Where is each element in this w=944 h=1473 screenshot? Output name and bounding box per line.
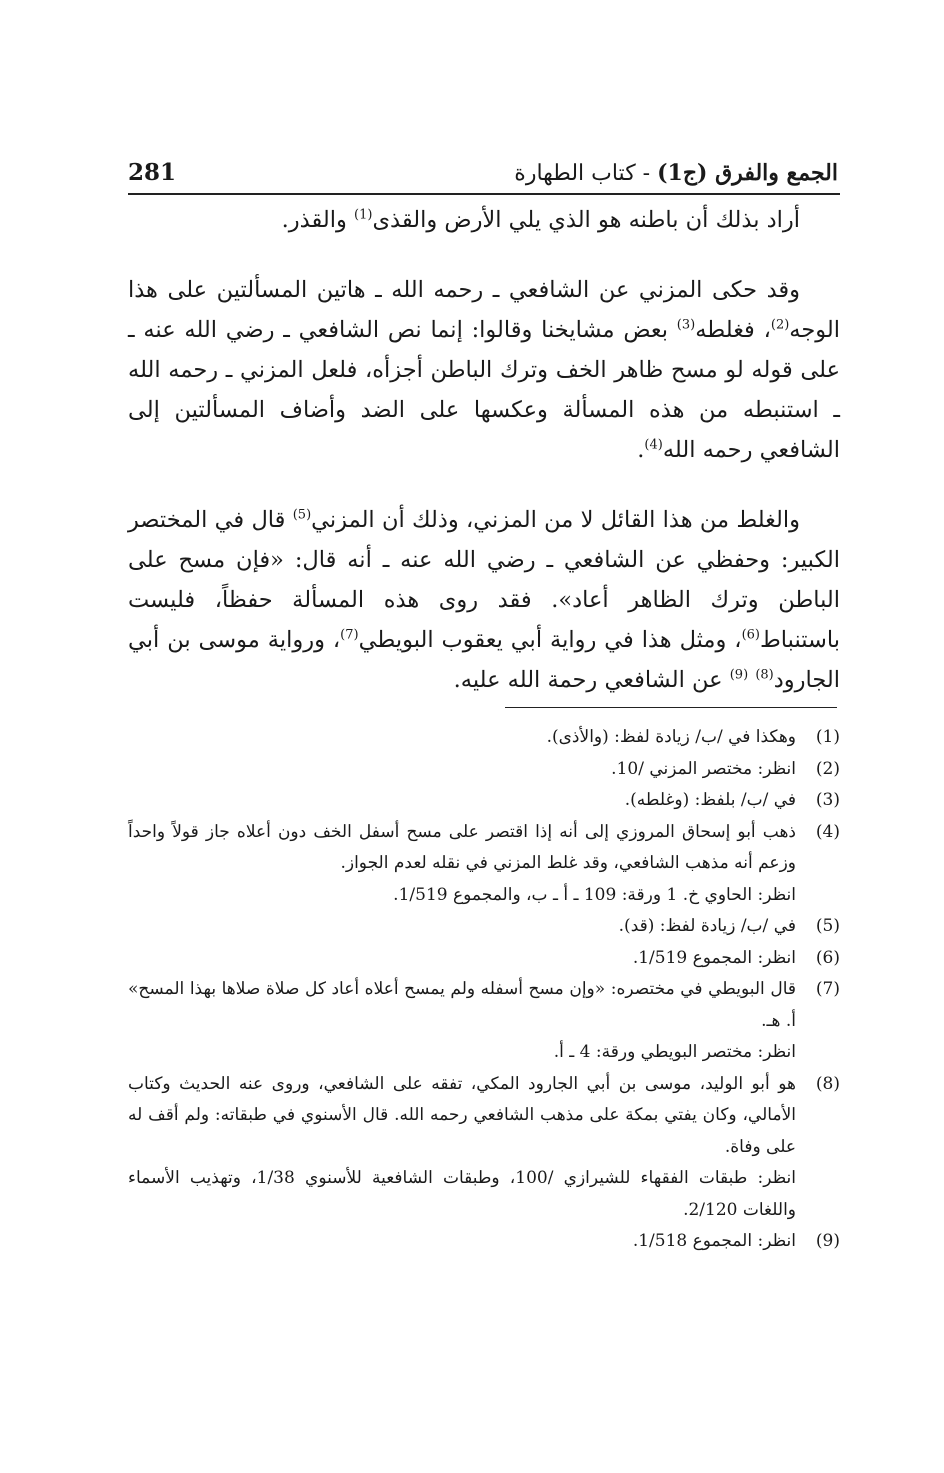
footnote-text [128, 911, 796, 943]
text-run: والقذر. [281, 207, 354, 233]
footnote-ref-9: (9) [729, 667, 749, 683]
footnote-separator [505, 707, 837, 708]
text-run: ، ومثل هذا في رواية أبي يعقوب البويطي [358, 627, 742, 653]
footnote-line: انظر: الحاوي خ. 1 ورقة: 109 ـ أ ـ ب، والمجموع 1/519. [393, 884, 796, 905]
footnotes [128, 722, 840, 1258]
footnote-line: في /ب/ زيادة لفظ: (قد). [618, 916, 796, 936]
footnote-6 [128, 943, 840, 975]
footnote-9 [128, 1226, 840, 1258]
footnote-number: (5) [815, 916, 840, 936]
footnote-line: انظر: مختصر المزني /10. [611, 758, 796, 779]
footnote-ref-4: (4) [644, 437, 663, 453]
footnote-line: قال البويطي في مختصره: «وإن مسح أسفله ولم يمسح أعلاه أعاد كل صلاة صلاها بهذا المسح» أ. هـ. [128, 979, 796, 1031]
footnote-1 [128, 722, 840, 754]
footnote-line: في /ب/ بلفظ: (وغلطه). [624, 790, 796, 810]
paragraph-3 [128, 500, 840, 700]
footnote-ref-6: (6) [741, 627, 760, 643]
text-run: . [637, 437, 645, 463]
footnote-8 [128, 1069, 840, 1227]
footnote-number: (2) [815, 758, 840, 779]
footnote-ref-8: (8) [755, 667, 774, 683]
footnote-text [128, 974, 796, 1069]
footnote-text [128, 817, 796, 912]
header-rule [128, 193, 840, 195]
footnote-text [128, 1226, 796, 1258]
footnote-text [128, 785, 796, 817]
footnote-number: (9) [815, 1231, 840, 1251]
footnote-number: (1) [815, 727, 840, 747]
footnote-line: انظر: المجموع 1/518. [632, 1231, 796, 1251]
footnote-2 [128, 754, 840, 786]
main-text [128, 200, 840, 700]
text-run: والغلط من هذا القائل لا من المزني، وذلك أن المزني [311, 507, 800, 533]
footnote-number: (6) [815, 947, 840, 968]
footnote-line: انظر: المجموع 1/519. [632, 947, 796, 968]
footnote-number: (3) [815, 790, 840, 810]
text-run: قال في المختصر الكبير: وحفظي عن الشافعي ـ رضي الله عنه ـ أنه قال: «فإن مسح على الباطن وترك الظاهر أعاد». فقد روى هذه المسألة حفظاً، فليست باستنباط [128, 507, 841, 653]
footnote-text [128, 1069, 796, 1227]
footnote-4 [128, 817, 840, 912]
footnote-7 [128, 974, 840, 1069]
footnote-3 [128, 785, 840, 817]
text-run: عن الشافعي رحمة الله عليه. [453, 667, 730, 693]
paragraph-1 [128, 200, 840, 240]
page-header [128, 142, 838, 186]
footnote-number: (7) [815, 979, 840, 999]
running-title [514, 160, 838, 186]
footnote-line: انظر: طبقات الفقهاء للشيرازي /100، وطبقات الشافعية للأسنوي 1/38، وتهذيب الأسماء واللغات 2/120. [128, 1168, 796, 1220]
footnote-ref-5: (5) [292, 507, 312, 523]
text-run: بعض مشايخنا وقالوا: إنما نص الشافعي ـ رضي الله عنه ـ على قوله لو مسح ظاهر الخف وترك الباطن أجزأه، فلعل المزني ـ رحمه الله ـ استنبطه من هذه المسألة وعكسها على الضد وأضاف المسألتين إلى الشافعي رحمه الله [128, 317, 840, 463]
footnote-text [128, 754, 796, 786]
book-title: الجمع والفرق (ج1) [657, 160, 838, 186]
footnote-line: انظر: مختصر البويطي ورقة: 4 ـ أ. [553, 1042, 796, 1062]
footnote-text [128, 722, 796, 754]
text-run: أراد بذلك أن باطنه هو الذي يلي الأرض والقذى [372, 207, 800, 233]
footnote-line: هو أبو الوليد، موسى بن أبي الجارود المكي، تفقه على الشافعي، وروى عنه الحديث وكتاب الأمالي، وكان يفتي بمكة على مذهب الشافعي رحمه الله. قال الأسنوي في طبقاته: ولم أقف له على وفاة. [128, 1073, 796, 1157]
footnote-ref-7: (7) [340, 627, 359, 643]
footnote-5 [128, 911, 840, 943]
page-number: 281 [128, 159, 177, 186]
footnote-ref-2: (2) [770, 317, 790, 333]
footnote-line: وهكذا في /ب/ زيادة لفظ: (والأذى). [546, 727, 796, 747]
footnote-text [128, 943, 796, 975]
section-title: كتاب الطهارة [514, 161, 636, 186]
footnote-number: (4) [815, 821, 840, 842]
title-separator: - [635, 161, 658, 186]
text-run: وقد حكى المزني عن الشافعي ـ رحمه الله ـ هاتين المسألتين على هذا الوجه [128, 277, 840, 343]
footnote-ref-1: (1) [354, 207, 373, 223]
paragraph-2 [128, 270, 840, 470]
footnote-ref-3: (3) [676, 317, 696, 333]
text-run: ، ورواية موسى بن أبي الجارود [128, 627, 840, 693]
text-run: ، فغلطه [695, 317, 771, 343]
footnote-number: (8) [815, 1073, 840, 1094]
footnote-line: ذهب أبو إسحاق المروزي إلى أنه إذا اقتصر على مسح أسفل الخف دون أعلاه جاز قولاً واحداً وزعم أنه مذهب الشافعي، وقد غلط المزني في نقله لعدم الجواز. [128, 821, 796, 873]
